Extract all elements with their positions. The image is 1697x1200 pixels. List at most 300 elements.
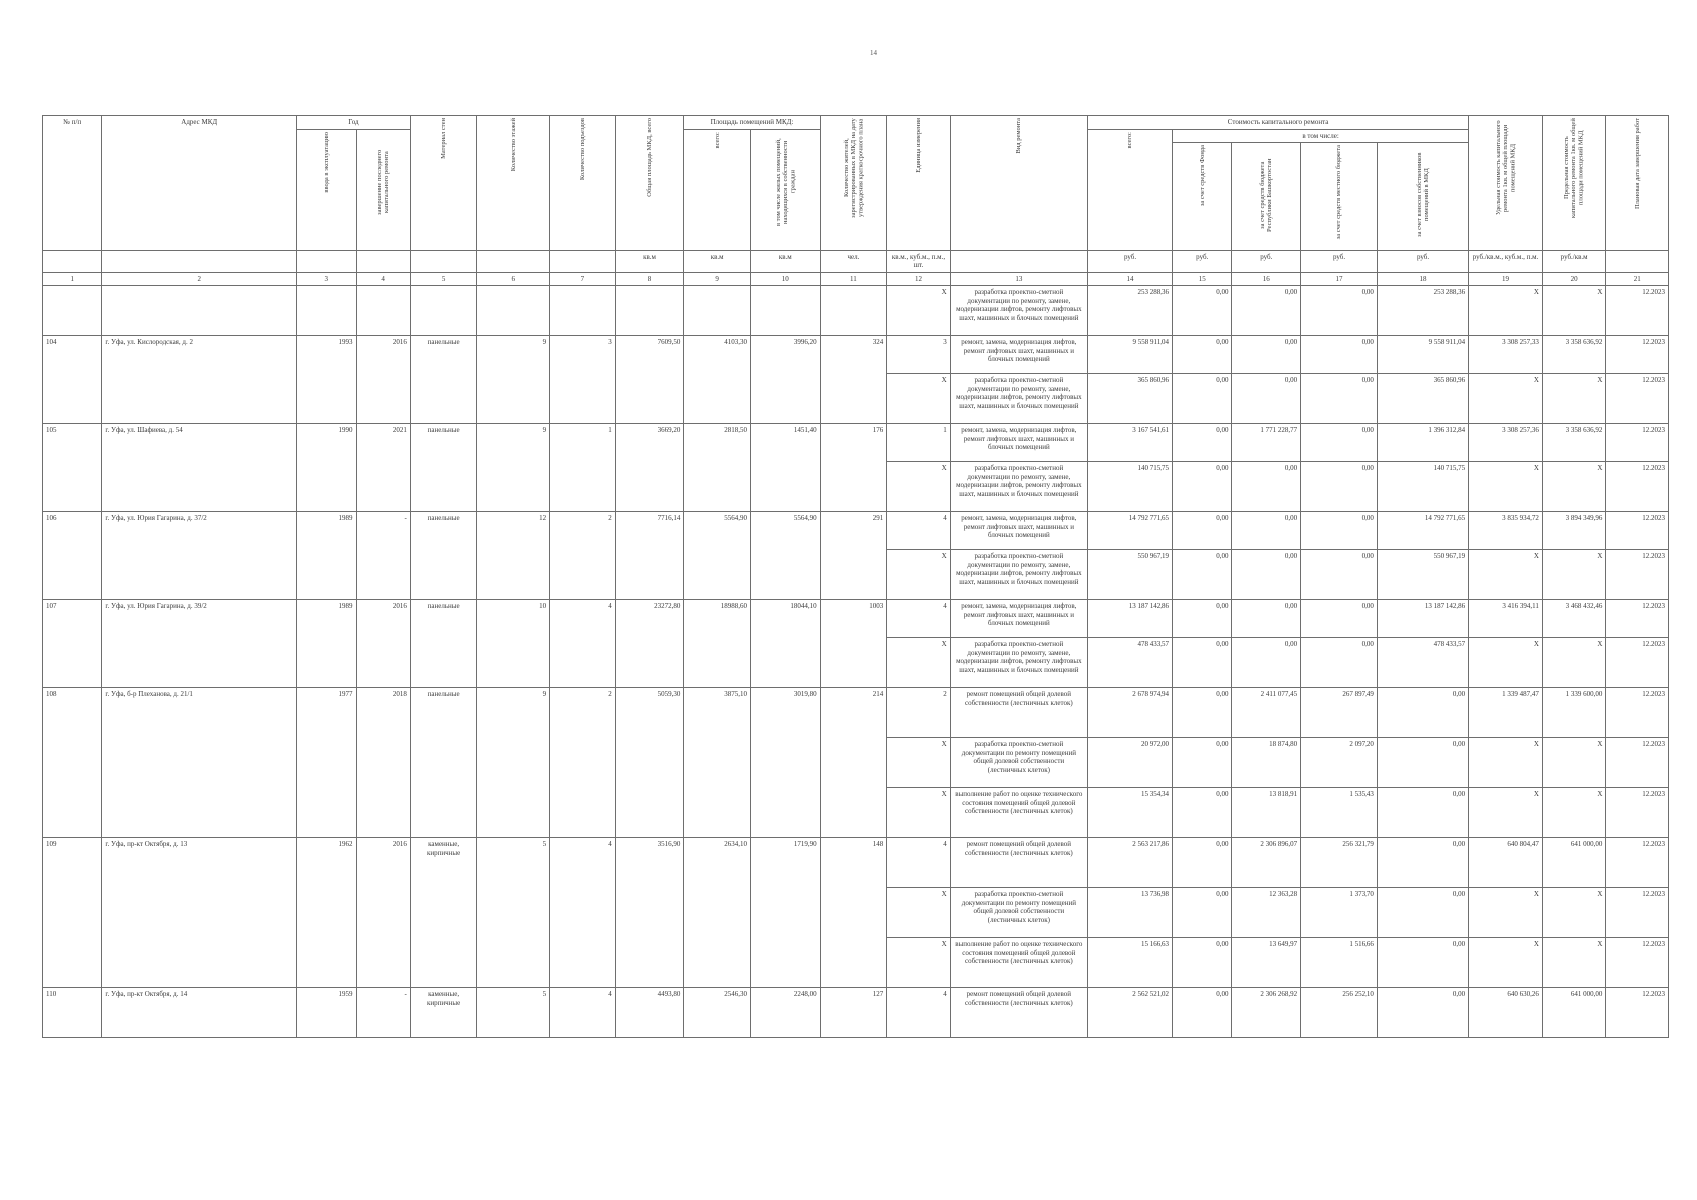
unit-value: X [887, 374, 951, 424]
address: г. Уфа, пр-кт Октября, д. 14 [102, 988, 297, 1038]
col-header-last-repair-text: завершение последнего капитального ремонта [376, 148, 391, 215]
cost-rb: 0,00 [1232, 600, 1301, 638]
total-area: 3669,20 [615, 424, 684, 512]
cost-fund: 0,00 [1173, 938, 1232, 988]
work-type: разработка проектно-сметной документации по ремонту, замене, модернизации лифтов, ремонту лифтовых шахт, машинных и блочных помещений [950, 374, 1087, 424]
row-number: 105 [43, 424, 102, 512]
work-type: ремонт помещений общей долевой собственности (лестничных клеток) [950, 988, 1087, 1038]
cost-fund: 0,00 [1173, 988, 1232, 1038]
cost-owners: 13 187 142,86 [1377, 600, 1468, 638]
work-type: выполнение работ по оценке технического состояния помещений общей долевой собственности (лестничных клеток) [950, 938, 1087, 988]
cost-fund: 0,00 [1173, 638, 1232, 688]
unit-cell: кв.м [684, 250, 751, 272]
area-own: 1451,40 [750, 424, 820, 512]
cost-rb: 2 411 077,45 [1232, 688, 1301, 738]
cost-fund: 0,00 [1173, 738, 1232, 788]
cell [684, 286, 751, 336]
unit-value: X [887, 286, 951, 336]
row-number: 110 [43, 988, 102, 1038]
specific-cost: 3 308 257,33 [1469, 336, 1543, 374]
unit-cell: руб./кв.м., куб.м., п.м. [1469, 250, 1543, 272]
plan-date: 12.2023 [1606, 286, 1669, 336]
cell [43, 286, 102, 336]
cost-total: 253 288,36 [1088, 286, 1173, 336]
limit-cost: 3 894 349,96 [1542, 512, 1606, 550]
unit-value: 4 [887, 512, 951, 550]
area-all: 2634,10 [684, 838, 751, 988]
cell [550, 286, 616, 336]
total-area: 23272,80 [615, 600, 684, 688]
year-commission: 1993 [297, 336, 356, 424]
col-header-local-budget-text: за счет средств местного бюджета [1335, 145, 1343, 240]
cost-rb: 0,00 [1232, 336, 1301, 374]
limit-cost: X [1542, 738, 1606, 788]
col-header-area-all-text: всего: [713, 131, 721, 148]
row-number: 109 [43, 838, 102, 988]
table-row [43, 838, 1669, 888]
address: г. Уфа, ул. Юрия Гагарина, д. 39/2 [102, 600, 297, 688]
col-header-specific-cost [1469, 116, 1543, 251]
total-area: 3516,90 [615, 838, 684, 988]
cost-owners: 365 860,96 [1377, 374, 1468, 424]
col-header-rb-budget-text: за счет средств бюджета Республики Башкортостан [1259, 158, 1274, 232]
cell [615, 286, 684, 336]
cost-rb: 13 649,97 [1232, 938, 1301, 988]
cost-owners: 253 288,36 [1377, 286, 1468, 336]
area-all: 5564,90 [684, 512, 751, 600]
area-own: 18044,10 [750, 600, 820, 688]
specific-cost: X [1469, 638, 1543, 688]
col-header-unit-text: Единица измерения [914, 118, 922, 173]
work-type: разработка проектно-сметной документации по ремонту помещений общей долевой собственности (лестничных клеток) [950, 738, 1087, 788]
wall-material: панельные [410, 688, 477, 838]
row-number: 106 [43, 512, 102, 600]
limit-cost: X [1542, 888, 1606, 938]
year-last-repair: - [356, 988, 410, 1038]
col-header-incl: в том числе: [1173, 129, 1469, 143]
floors: 5 [477, 838, 550, 988]
column-number: 3 [297, 272, 356, 286]
work-type: ремонт, замена, модернизация лифтов, ремонт лифтовых шахт, машинных и блочных помещений [950, 336, 1087, 374]
cell [750, 286, 820, 336]
cost-local: 0,00 [1301, 462, 1378, 512]
cost-owners: 0,00 [1377, 938, 1468, 988]
year-commission: 1989 [297, 512, 356, 600]
cost-total: 550 967,19 [1088, 550, 1173, 600]
specific-cost: X [1469, 938, 1543, 988]
column-numbers-row [43, 272, 1669, 286]
column-number: 10 [750, 272, 820, 286]
col-header-area-own [750, 129, 820, 250]
table-row [43, 600, 1669, 638]
col-header-owners [1377, 143, 1468, 251]
column-number: 11 [820, 272, 887, 286]
cost-rb: 18 874,80 [1232, 738, 1301, 788]
cost-local: 267 897,49 [1301, 688, 1378, 738]
specific-cost: 3 308 257,36 [1469, 424, 1543, 462]
cost-total: 15 166,63 [1088, 938, 1173, 988]
entrances: 4 [550, 600, 616, 688]
cost-total: 15 354,34 [1088, 788, 1173, 838]
area-all: 3875,10 [684, 688, 751, 838]
cost-local: 1 373,70 [1301, 888, 1378, 938]
cost-fund: 0,00 [1173, 788, 1232, 838]
limit-cost: 641 000,00 [1542, 838, 1606, 888]
table-row [43, 286, 1669, 336]
cost-local: 1 535,43 [1301, 788, 1378, 838]
col-header-wall-text: Материал стен [440, 118, 448, 159]
column-number: 2 [102, 272, 297, 286]
col-header-floors-text: Количество этажей [509, 118, 517, 172]
entrances: 2 [550, 512, 616, 600]
cost-local: 0,00 [1301, 550, 1378, 600]
col-header-address: Адрес МКД [102, 116, 297, 251]
area-own: 5564,90 [750, 512, 820, 600]
specific-cost: 3 416 394,11 [1469, 600, 1543, 638]
cost-owners: 0,00 [1377, 688, 1468, 738]
cost-owners: 0,00 [1377, 738, 1468, 788]
units-row [43, 250, 1669, 272]
row-number: 104 [43, 336, 102, 424]
col-header-cost-group: Стоимость капитального ремонта [1088, 116, 1469, 130]
plan-date: 12.2023 [1606, 838, 1669, 888]
limit-cost: 3 358 636,92 [1542, 336, 1606, 374]
cost-fund: 0,00 [1173, 374, 1232, 424]
col-header-commission [297, 129, 356, 250]
address: г. Уфа, ул. Кислородская, д. 2 [102, 336, 297, 424]
cost-local: 0,00 [1301, 638, 1378, 688]
col-header-area-own-text: в том числе жилых помещений, находящихся в собственности граждан [774, 137, 796, 226]
col-header-area-all [684, 129, 751, 250]
capital-repair-table [42, 115, 1669, 1038]
limit-cost: 3 358 636,92 [1542, 424, 1606, 462]
unit-cell: чел. [820, 250, 887, 272]
column-number: 18 [1377, 272, 1468, 286]
unit-cell [477, 250, 550, 272]
col-header-last-repair [356, 129, 410, 250]
cost-local: 256 321,79 [1301, 838, 1378, 888]
cell [820, 286, 887, 336]
specific-cost: X [1469, 286, 1543, 336]
floors: 5 [477, 988, 550, 1038]
cost-fund: 0,00 [1173, 286, 1232, 336]
cost-fund: 0,00 [1173, 336, 1232, 374]
specific-cost: 640 630,26 [1469, 988, 1543, 1038]
floors: 9 [477, 688, 550, 838]
col-header-floors [477, 116, 550, 251]
column-number: 14 [1088, 272, 1173, 286]
entrances: 3 [550, 336, 616, 424]
plan-date: 12.2023 [1606, 462, 1669, 512]
plan-date: 12.2023 [1606, 374, 1669, 424]
table-row [43, 988, 1669, 1038]
residents: 127 [820, 988, 887, 1038]
unit-cell: руб. [1232, 250, 1301, 272]
unit-cell [297, 250, 356, 272]
table-row [43, 424, 1669, 462]
col-header-work-type [950, 116, 1087, 251]
col-header-area-group: Площадь помещений МКД: [684, 116, 820, 130]
area-own: 1719,90 [750, 838, 820, 988]
cost-rb: 1 771 228,77 [1232, 424, 1301, 462]
cost-local: 0,00 [1301, 336, 1378, 374]
cell [477, 286, 550, 336]
work-type: ремонт помещений общей долевой собственности (лестничных клеток) [950, 838, 1087, 888]
specific-cost: X [1469, 888, 1543, 938]
limit-cost: X [1542, 374, 1606, 424]
col-header-work-type-text: Вид ремонта [1015, 118, 1023, 154]
cost-total: 13 736,98 [1088, 888, 1173, 938]
unit-value: 4 [887, 988, 951, 1038]
cost-total: 13 187 142,86 [1088, 600, 1173, 638]
unit-value: X [887, 638, 951, 688]
cost-local: 256 252,10 [1301, 988, 1378, 1038]
cost-owners: 1 396 312,84 [1377, 424, 1468, 462]
unit-value: X [887, 462, 951, 512]
column-number: 20 [1542, 272, 1606, 286]
residents: 291 [820, 512, 887, 600]
limit-cost: X [1542, 788, 1606, 838]
col-header-limit-cost-text: Предельная стоимость капитального ремонта 1кв. м общей площади помещений МКД [1563, 118, 1585, 218]
year-last-repair: 2016 [356, 600, 410, 688]
row-number: 108 [43, 688, 102, 838]
specific-cost: 640 804,47 [1469, 838, 1543, 888]
col-header-cost-total-text: всего: [1126, 131, 1134, 148]
column-number: 8 [615, 272, 684, 286]
unit-value: 1 [887, 424, 951, 462]
limit-cost: X [1542, 550, 1606, 600]
cost-total: 2 563 217,86 [1088, 838, 1173, 888]
residents: 214 [820, 688, 887, 838]
area-all: 18988,60 [684, 600, 751, 688]
unit-cell [410, 250, 477, 272]
specific-cost: X [1469, 374, 1543, 424]
unit-value: X [887, 888, 951, 938]
total-area: 7609,50 [615, 336, 684, 424]
entrances: 1 [550, 424, 616, 512]
column-number: 1 [43, 272, 102, 286]
column-number: 6 [477, 272, 550, 286]
total-area: 4493,80 [615, 988, 684, 1038]
cost-total: 14 792 771,65 [1088, 512, 1173, 550]
residents: 324 [820, 336, 887, 424]
unit-cell: кв.м [750, 250, 820, 272]
cost-rb: 0,00 [1232, 638, 1301, 688]
entrances: 2 [550, 688, 616, 838]
cost-fund: 0,00 [1173, 462, 1232, 512]
specific-cost: 3 835 934,72 [1469, 512, 1543, 550]
year-commission: 1962 [297, 838, 356, 988]
cost-owners: 9 558 911,04 [1377, 336, 1468, 374]
table-row [43, 336, 1669, 374]
cost-owners: 550 967,19 [1377, 550, 1468, 600]
cost-rb: 2 306 268,92 [1232, 988, 1301, 1038]
column-number: 21 [1606, 272, 1669, 286]
cost-local: 0,00 [1301, 512, 1378, 550]
cost-local: 0,00 [1301, 374, 1378, 424]
year-commission: 1959 [297, 988, 356, 1038]
wall-material: каменные, кирпичные [410, 988, 477, 1038]
year-commission: 1977 [297, 688, 356, 838]
year-commission: 1990 [297, 424, 356, 512]
year-last-repair: 2016 [356, 838, 410, 988]
col-header-limit-cost [1542, 116, 1606, 251]
unit-value: 4 [887, 838, 951, 888]
unit-value: 2 [887, 688, 951, 738]
work-type: разработка проектно-сметной документации по ремонту помещений общей долевой собственности (лестничных клеток) [950, 888, 1087, 938]
col-header-local-budget [1301, 143, 1378, 251]
limit-cost: X [1542, 638, 1606, 688]
plan-date: 12.2023 [1606, 336, 1669, 374]
unit-cell [950, 250, 1087, 272]
col-header-entrances [550, 116, 616, 251]
specific-cost: X [1469, 462, 1543, 512]
work-type: разработка проектно-сметной документации по ремонту, замене, модернизации лифтов, ремонту лифтовых шахт, машинных и блочных помещений [950, 286, 1087, 336]
cost-rb: 0,00 [1232, 286, 1301, 336]
address: г. Уфа, пр-кт Октября, д. 13 [102, 838, 297, 988]
col-header-date [1606, 116, 1669, 251]
col-header-fund-text: за счет средств Фонда [1198, 145, 1206, 207]
total-area: 5059,30 [615, 688, 684, 838]
floors: 9 [477, 424, 550, 512]
cost-owners: 14 792 771,65 [1377, 512, 1468, 550]
plan-date: 12.2023 [1606, 638, 1669, 688]
cost-owners: 478 433,57 [1377, 638, 1468, 688]
cost-rb: 13 818,91 [1232, 788, 1301, 838]
unit-cell: руб. [1377, 250, 1468, 272]
year-last-repair: 2021 [356, 424, 410, 512]
cost-rb: 0,00 [1232, 512, 1301, 550]
specific-cost: X [1469, 550, 1543, 600]
column-number: 17 [1301, 272, 1378, 286]
table-row [43, 512, 1669, 550]
limit-cost: 641 000,00 [1542, 988, 1606, 1038]
area-all: 4103,30 [684, 336, 751, 424]
address: г. Уфа, ул. Шафиева, д. 54 [102, 424, 297, 512]
cost-owners: 0,00 [1377, 988, 1468, 1038]
wall-material: панельные [410, 600, 477, 688]
cell [410, 286, 477, 336]
col-header-commission-text: ввода в эксплуатацию [322, 131, 330, 193]
limit-cost: X [1542, 938, 1606, 988]
col-header-total-area [615, 116, 684, 251]
floors: 9 [477, 336, 550, 424]
unit-value: X [887, 788, 951, 838]
specific-cost: X [1469, 738, 1543, 788]
col-header-residents [820, 116, 887, 251]
unit-value: X [887, 738, 951, 788]
plan-date: 12.2023 [1606, 688, 1669, 738]
plan-date: 12.2023 [1606, 938, 1669, 988]
cost-total: 9 558 911,04 [1088, 336, 1173, 374]
specific-cost: 1 339 487,47 [1469, 688, 1543, 738]
wall-material: панельные [410, 336, 477, 424]
unit-value: 3 [887, 336, 951, 374]
unit-cell [356, 250, 410, 272]
cost-rb: 2 306 896,07 [1232, 838, 1301, 888]
area-all: 2818,50 [684, 424, 751, 512]
col-header-total-area-text: Общая площадь МКД, всего [645, 118, 653, 197]
col-header-wall [410, 116, 477, 251]
address: г. Уфа, ул. Юрия Гагарина, д. 37/2 [102, 512, 297, 600]
cost-fund: 0,00 [1173, 512, 1232, 550]
work-type: выполнение работ по оценке технического состояния помещений общей долевой собственности (лестничных клеток) [950, 788, 1087, 838]
area-all: 2546,30 [684, 988, 751, 1038]
cost-local: 1 516,66 [1301, 938, 1378, 988]
wall-material: каменные, кирпичные [410, 838, 477, 988]
cell [297, 286, 356, 336]
unit-value: X [887, 938, 951, 988]
unit-cell [1606, 250, 1669, 272]
col-header-number: № п/п [43, 116, 102, 251]
work-type: разработка проектно-сметной документации по ремонту, замене, модернизации лифтов, ремонту лифтовых шахт, машинных и блочных помещений [950, 550, 1087, 600]
work-type: ремонт, замена, модернизация лифтов, ремонт лифтовых шахт, машинных и блочных помещений [950, 424, 1087, 462]
area-own: 3996,20 [750, 336, 820, 424]
address: г. Уфа, б-р Плеханова, д. 21/1 [102, 688, 297, 838]
plan-date: 12.2023 [1606, 512, 1669, 550]
unit-cell [550, 250, 616, 272]
unit-value: 4 [887, 600, 951, 638]
year-commission: 1989 [297, 600, 356, 688]
plan-date: 12.2023 [1606, 550, 1669, 600]
plan-date: 12.2023 [1606, 738, 1669, 788]
col-header-fund [1173, 143, 1232, 251]
page-number: 14 [870, 49, 877, 57]
cost-rb: 12 363,28 [1232, 888, 1301, 938]
area-own: 2248,00 [750, 988, 820, 1038]
cost-total: 478 433,57 [1088, 638, 1173, 688]
column-number: 13 [950, 272, 1087, 286]
wall-material: панельные [410, 512, 477, 600]
cost-total: 365 860,96 [1088, 374, 1173, 424]
cost-owners: 0,00 [1377, 888, 1468, 938]
cost-local: 2 097,20 [1301, 738, 1378, 788]
limit-cost: 3 468 432,46 [1542, 600, 1606, 638]
limit-cost: X [1542, 462, 1606, 512]
column-number: 9 [684, 272, 751, 286]
work-type: ремонт, замена, модернизация лифтов, ремонт лифтовых шахт, машинных и блочных помещений [950, 512, 1087, 550]
cost-fund: 0,00 [1173, 424, 1232, 462]
plan-date: 12.2023 [1606, 600, 1669, 638]
column-number: 5 [410, 272, 477, 286]
unit-cell: кв.м., куб.м., п.м., шт. [887, 250, 951, 272]
col-header-date-text: Плановая дата завершения работ [1633, 118, 1641, 210]
unit-cell: руб. [1088, 250, 1173, 272]
col-header-specific-cost-text: Удельная стоимость капитального ремонта 1кв. м общей площади помещений МКД [1494, 120, 1517, 216]
residents: 148 [820, 838, 887, 988]
unit-cell: руб. [1173, 250, 1232, 272]
column-number: 16 [1232, 272, 1301, 286]
entrances: 4 [550, 838, 616, 988]
total-area: 7716,14 [615, 512, 684, 600]
cost-local: 0,00 [1301, 600, 1378, 638]
col-header-cost-total [1088, 129, 1173, 250]
col-header-residents-text: Количество жителей, зарегистрированных в МКД на дату утверждения краткосрочного плана [842, 118, 864, 218]
column-number: 12 [887, 272, 951, 286]
cost-rb: 0,00 [1232, 374, 1301, 424]
plan-date: 12.2023 [1606, 788, 1669, 838]
plan-date: 12.2023 [1606, 424, 1669, 462]
cost-total: 20 972,00 [1088, 738, 1173, 788]
col-header-entrances-text: Количество подъездов [578, 118, 586, 181]
col-header-unit [887, 116, 951, 251]
header-row-1 [43, 116, 1669, 130]
year-last-repair: 2016 [356, 336, 410, 424]
unit-value: X [887, 550, 951, 600]
table-row [43, 688, 1669, 738]
cost-fund: 0,00 [1173, 600, 1232, 638]
plan-date: 12.2023 [1606, 988, 1669, 1038]
